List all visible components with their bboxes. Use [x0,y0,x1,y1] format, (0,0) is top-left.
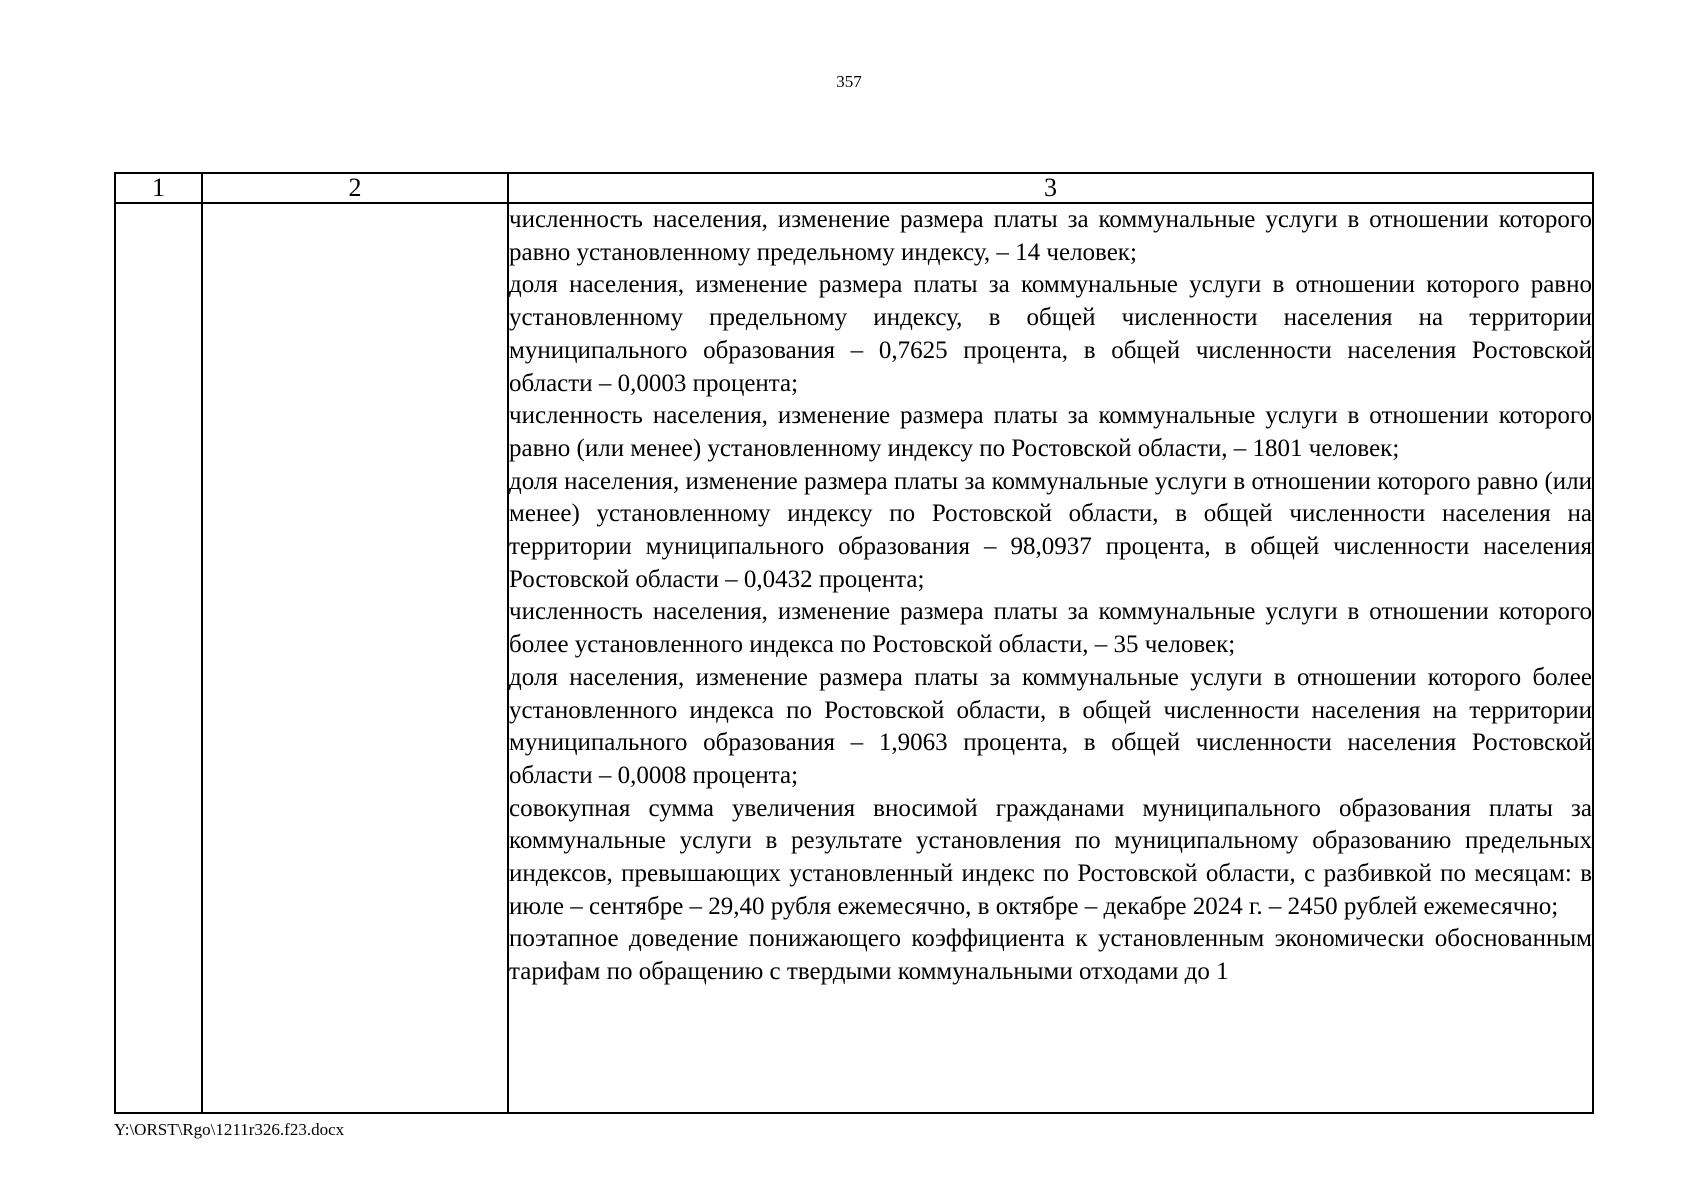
table-header-row [115,173,1593,203]
column-header-1: 1 [115,173,202,203]
paragraph: численность населения, изменение размера платы за коммунальные услуги в отношении которого более установленного индекса по Ростовской области, – 35 человек; [509,598,1592,659]
paragraph: доля населения, изменение размера платы за коммунальные услуги в отношении которого равно установленному предельному индексу, в общей численности населения на территории муниципального образования – 0,7625 процента, в общей численности населения Ростовской области – 0,0003 процента; [509,271,1592,397]
cell-col-3 [508,203,1593,1113]
footer-file-path: Y:\ORST\Rgo\1211r326.f23.docx [114,1120,345,1139]
paragraph: доля населения, изменение размера платы за коммунальные услуги в отношении которого более установленного индекса по Ростовской области, в общей численности населения на территории муниципального образования – 1,9063 процента, в общей численности населения Ростовской области – 0,0008 процента; [509,663,1592,789]
cell-col-1 [115,203,202,1113]
paragraph: поэтапное доведение понижающего коэффициента к установленным экономически обоснованным тарифам по обращению с твердыми коммунальными отходами до 1 [509,925,1592,986]
paragraph: совокупная сумма увеличения вносимой гражданами муниципального образования платы за коммунальные услуги в результате установления по муниципальному образованию предельных индексов, превышающих установленный индекс по Ростовской области, с разбивкой по месяцам: в июле – сентябре – 29,40 рубля ежемесячно, в октябре – декабре 2024 г. – 2450 рублей ежемесячно; [509,794,1592,920]
page-number: 357 [836,72,862,91]
paragraph: численность населения, изменение размера платы за коммунальные услуги в отношении которого равно установленному предельному индексу, – 14 человек; [509,206,1592,266]
paragraph: численность населения, изменение размера платы за коммунальные услуги в отношении которого равно (или менее) установленному индексу по Ростовской области, – 1801 человек; [509,402,1592,462]
data-table [114,172,1594,1114]
paragraph: доля населения, изменение размера платы за коммунальные услуги в отношении которого равно (или менее) установленному индексу по Ростовской области, в общей численности населения на территории муниципального образования – 98,0937 процента, в общей численности населения Ростовской области – 0,0432 процента; [509,467,1592,593]
table-row [115,203,1593,1113]
column-header-3: 3 [508,173,1593,203]
cell-col-2 [202,203,508,1113]
column-header-2: 2 [202,173,508,203]
